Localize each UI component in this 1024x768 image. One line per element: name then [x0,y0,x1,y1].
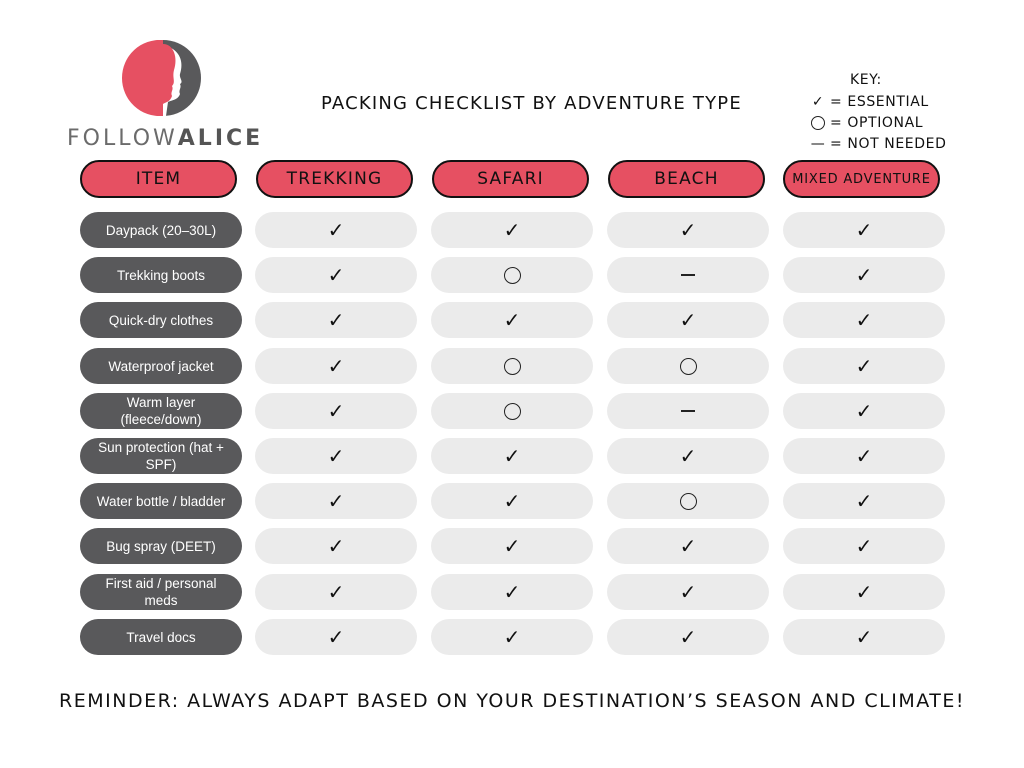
item-label: Daypack (20–30L) [80,212,242,248]
check-icon: ✓ [327,489,345,513]
circle-icon [680,358,697,375]
check-icon: ✓ [855,354,873,378]
check-icon: ✓ [679,444,697,468]
check-icon: ✓ [679,625,697,649]
check-icon: ✓ [679,308,697,332]
table-cell [783,574,945,610]
page-title: PACKING CHECKLIST BY ADVENTURE TYPE [321,93,742,114]
dash-icon [681,410,695,412]
item-label: Trekking boots [80,257,242,293]
table-cell [783,212,945,248]
check-icon: ✓ [855,534,873,558]
table-cell [607,483,769,519]
legend-essential: ✓ = ESSENTIAL [811,93,929,110]
logo [62,36,262,152]
circle-icon [504,358,521,375]
check-icon: ✓ [855,625,873,649]
check-icon: ✓ [327,399,345,423]
table-cell [255,393,417,429]
dash-icon: — [810,135,826,152]
table-cell [431,483,593,519]
item-label: Travel docs [80,619,242,655]
table-cell [431,393,593,429]
item-label: Water bottle / bladder [80,483,242,519]
table-cell [255,348,417,384]
header-safari: SAFARI [432,160,589,198]
check-icon: ✓ [503,444,521,468]
table-cell [783,348,945,384]
check-icon: ✓ [855,580,873,604]
table-cell [255,528,417,564]
header-item: ITEM [80,160,237,198]
table-cell [607,438,769,474]
legend-optional: = OPTIONAL [810,112,946,133]
table-cell [255,574,417,610]
table-cell [607,574,769,610]
check-icon: ✓ [679,218,697,242]
legend-not-needed: — = NOT NEEDED [810,135,947,152]
table-cell [607,212,769,248]
table-cell [431,438,593,474]
check-icon: ✓ [327,625,345,649]
check-icon: ✓ [811,93,825,110]
check-icon: ✓ [855,218,873,242]
table-cell [255,212,417,248]
woman-profile-logo-icon [122,40,204,116]
logo-wordmark: FOLLOWALICE [67,126,264,151]
check-icon: ✓ [327,580,345,604]
table-cell [255,302,417,338]
table-cell [607,619,769,655]
check-icon: ✓ [503,534,521,558]
table-cell [607,257,769,293]
item-label: Sun protection (hat + SPF) [80,438,242,474]
table-cell [607,393,769,429]
legend [810,70,946,154]
table-cell [607,348,769,384]
table-cell [431,302,593,338]
check-icon: ✓ [327,308,345,332]
check-icon: ✓ [503,218,521,242]
check-icon: ✓ [855,308,873,332]
check-icon: ✓ [855,444,873,468]
table-cell [431,257,593,293]
item-label: Quick-dry clothes [80,302,242,338]
check-icon: ✓ [503,580,521,604]
item-label: Warm layer (fleece/down) [80,393,242,429]
check-icon: ✓ [503,308,521,332]
table-cell [431,212,593,248]
dash-icon [681,274,695,276]
header-trekking: TREKKING [256,160,413,198]
check-icon: ✓ [327,354,345,378]
table-cell [783,393,945,429]
table-cell [783,438,945,474]
circle-icon [680,493,697,510]
check-icon: ✓ [679,580,697,604]
check-icon: ✓ [327,534,345,558]
table-cell [783,302,945,338]
table-cell [255,438,417,474]
circle-icon [810,116,826,130]
item-label: Bug spray (DEET) [80,528,242,564]
circle-icon [504,403,521,420]
legend-title: KEY: [850,72,882,88]
check-icon: ✓ [855,489,873,513]
table-cell [255,257,417,293]
table-cell [431,528,593,564]
check-icon: ✓ [855,399,873,423]
table-cell [783,483,945,519]
check-icon: ✓ [327,444,345,468]
check-icon: ✓ [327,263,345,287]
table-cell [255,619,417,655]
item-label: Waterproof jacket [80,348,242,384]
table-cell [607,302,769,338]
table-cell [431,348,593,384]
check-icon: ✓ [503,489,521,513]
check-icon: ✓ [327,218,345,242]
check-icon: ✓ [855,263,873,287]
item-label: First aid / personal meds [80,574,242,610]
table-cell [431,619,593,655]
table-cell [431,574,593,610]
header-beach: BEACH [608,160,765,198]
table-cell [783,619,945,655]
table-cell [255,483,417,519]
table-cell [607,528,769,564]
check-icon: ✓ [503,625,521,649]
table-cell [783,257,945,293]
circle-icon [504,267,521,284]
check-icon: ✓ [679,534,697,558]
reminder-text: REMINDER: ALWAYS ADAPT BASED ON YOUR DESTINATION’S SEASON AND CLIMATE! [59,690,965,712]
table-cell [783,528,945,564]
header-mixed-adventure: MIXED ADVENTURE [783,160,940,198]
